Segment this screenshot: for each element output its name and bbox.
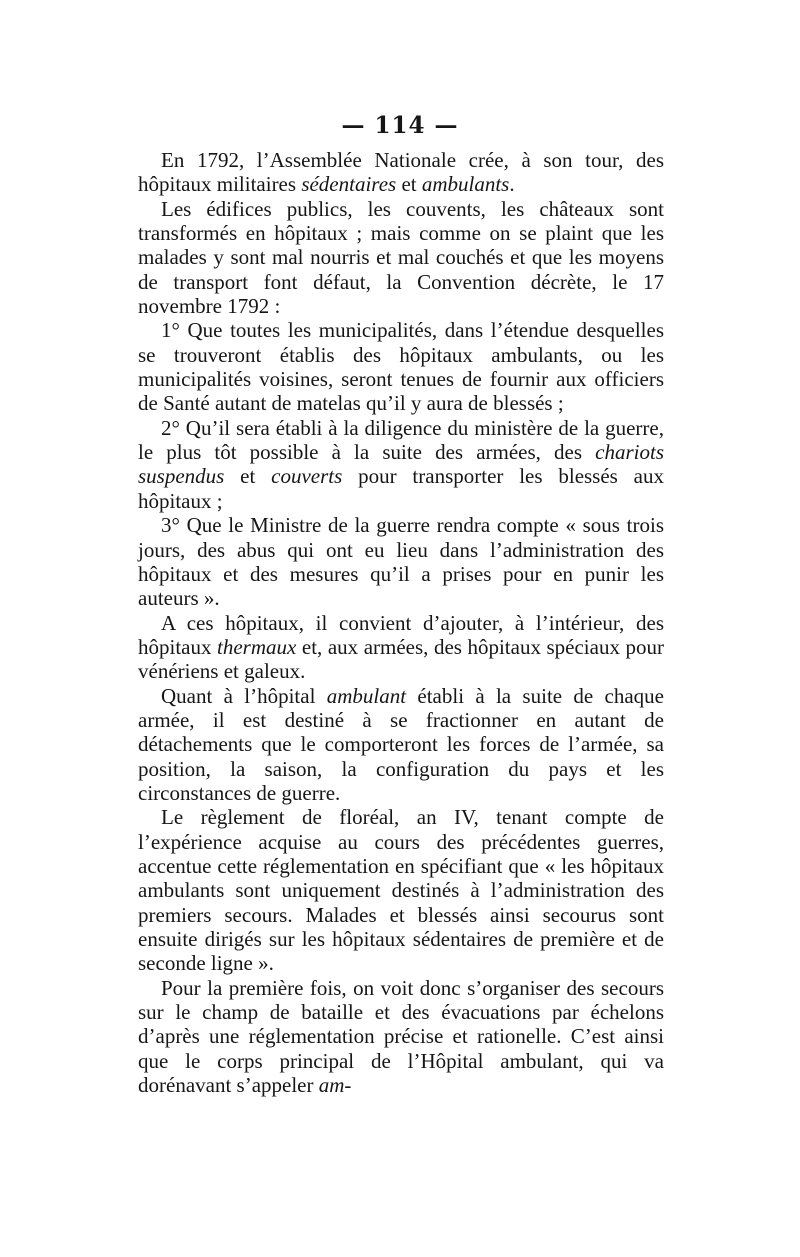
text-run: Le règlement de floréal, an IV, tenant compte de l’expérience acquise au cours des précédentes guerres, accentue cette réglementation en spécifiant que « les hôpitaux ambulants sont uniquement destinés à l’administration des premiers secours. Malades et blessés ainsi secourus sont ensuite dirigés sur les hôpitaux sédentaires de première et de seconde ligne ».: [138, 805, 664, 976]
text-run: et: [396, 172, 422, 197]
italic-run: thermaux: [217, 634, 297, 659]
text-run: et, aux armées, des hôpitaux spéciaux pour vénériens et galeux.: [138, 634, 664, 684]
text-run: et: [224, 464, 272, 489]
page-number: — 114 —: [341, 112, 459, 139]
italic-run: ambulant: [326, 683, 407, 708]
text-run: A ces hôpitaux, il convient d’ajouter, à l’intérieur, des hôpitaux: [138, 610, 664, 659]
paragraph: [138, 416, 664, 513]
italic-run: couverts: [271, 464, 343, 489]
text-run: 1° Que toutes les municipalités, dans l’étendue desquelles se trouveront établis des hôpitaux ambulants, ou les municipalités voisines, seront tenues de fournir aux officiers de Santé autant de matelas qu’il y aura de blessés ;: [138, 318, 664, 416]
italic-run: ambulants: [421, 172, 510, 197]
text-run: En 1792, l’Assemblée Nationale crée, à son tour, des hôpitaux militaires: [138, 148, 664, 197]
paragraph: [138, 148, 664, 197]
text-run: Quant à l’hôpital: [161, 683, 327, 708]
text-run: 2° Qu’il sera établi à la diligence du ministère de la guerre, le plus tôt possible à la suite des armées, des: [138, 415, 664, 465]
paragraph: [138, 684, 664, 806]
paragraph: [138, 197, 664, 319]
italic-run: sédentaires: [301, 172, 397, 197]
text-run: .: [509, 172, 515, 197]
body-text: [138, 148, 664, 1097]
paragraph: [138, 976, 664, 1098]
text-run: pour transporter les blessés aux hôpitaux ;: [138, 464, 664, 513]
italic-run: chariots suspendus: [138, 440, 664, 489]
text-run: établi à la suite de chaque armée, il est destiné à se fractionner en autant de détachements que le comporteront les forces de l’armée, sa position, la saison, la configuration du pays et les circonstances de guerre.: [138, 683, 664, 805]
text-run: Pour la première fois, on voit donc s’organiser des secours sur le champ de bataille et des évacuations par échelons d’après une réglementation précise et rationelle. C’est ainsi que le corps principal de l’Hôpital ambulant, qui va dorénavant s’appeler: [138, 975, 664, 1098]
italic-run: am-: [318, 1073, 352, 1098]
text-run: Les édifices publics, les couvents, les châteaux sont transformés en hôpitaux ; mais comme on se plaint que les malades y sont mal nourris et mal couchés et que les moyens de transport font défaut, la Convention décrète, le 17 novembre 1792 :: [138, 196, 664, 319]
paragraph: [138, 805, 664, 975]
paragraph: [138, 318, 664, 415]
paragraph: [138, 611, 664, 684]
paragraph: [138, 513, 664, 610]
text-run: 3° Que le Ministre de la guerre rendra compte « sous trois jours, des abus qui ont eu lieu dans l’administration des hôpitaux et des mesures qu’il a prises pour en punir les auteurs ».: [138, 513, 664, 611]
